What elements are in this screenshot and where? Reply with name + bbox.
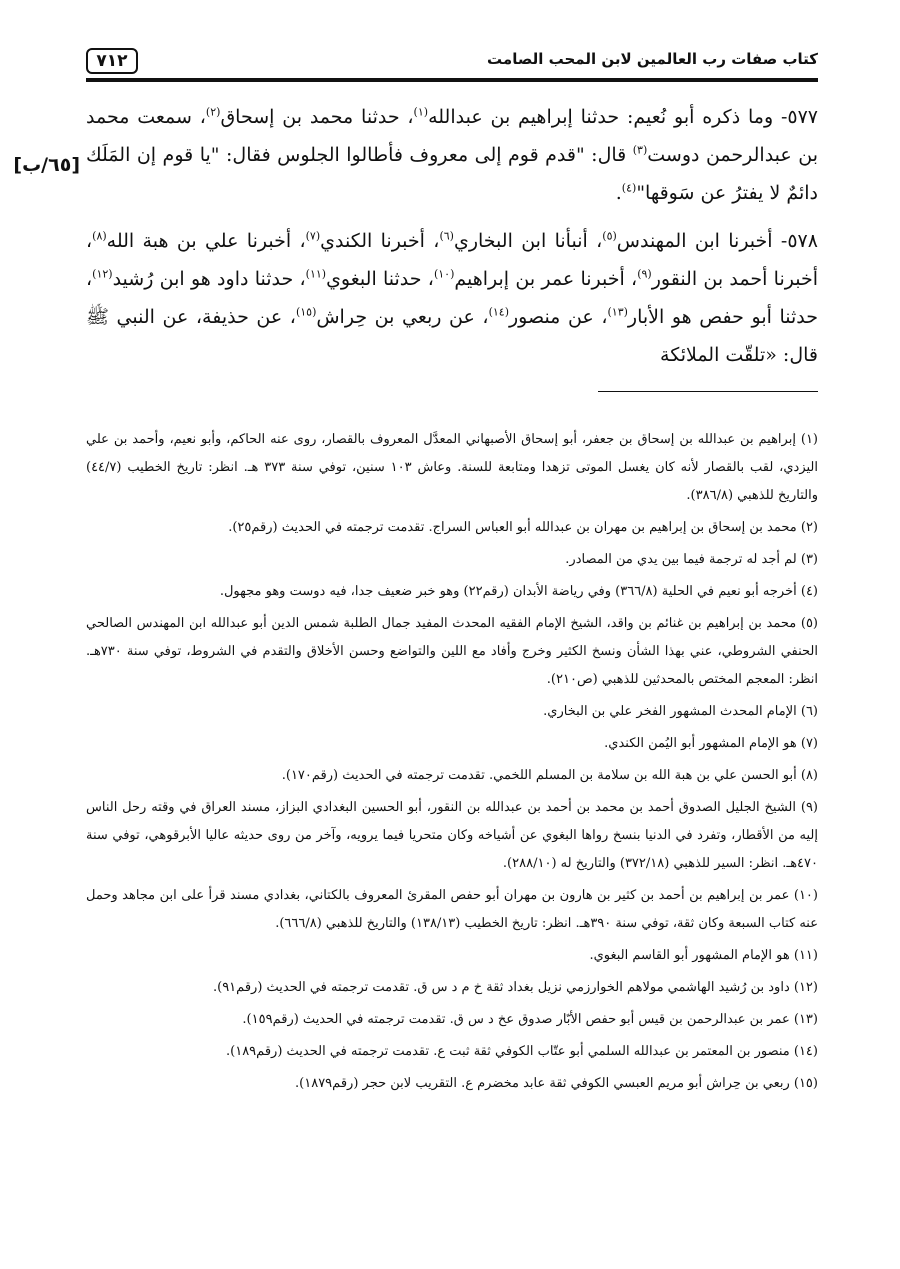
text-run: ، حدثنا أبو حفص هو الأبار	[86, 268, 819, 328]
text-run: ٥٧٧- وما ذكره أبو نُعيم: حدثنا إبراهيم بن عبدالله	[428, 106, 818, 128]
text-run: ، أخبرنا عمر بن إبراهيم	[454, 268, 638, 290]
footnote-ref: (٩)	[637, 267, 652, 281]
footnote-6: (٦) الإمام المحدث المشهور الفخر علي بن البخاري.	[543, 704, 818, 719]
text-run: ، أنبأنا ابن البخاري	[453, 230, 603, 252]
footnote-ref: (٦)	[439, 229, 454, 243]
text-run: .	[615, 182, 622, 204]
footnote-ref: (٧)	[305, 229, 321, 243]
footnote-ref: (١٣)	[607, 305, 628, 319]
footnote-11: (١١) هو الإمام المشهور أبو القاسم البغوي.	[589, 948, 818, 963]
footnote-13: (١٣) عمر بن عبدالرحمن بن قيس أبو حفص الأبّار صدوق عخ د س ق. تقدمت ترجمته في الحديث (رقم١٥٩).	[242, 1012, 818, 1027]
footnotes	[86, 426, 818, 1102]
book-title: كتاب صفات رب العالمين لابن المحب الصامت	[487, 50, 818, 68]
footnote-4: (٤) أخرجه أبو نعيم في الحلية (٣٦٦/٨) وفي رياضة الأبدان (رقم٢٢) وهو خبر ضعيف جدا، فيه دوست وهو مجهول.	[219, 584, 818, 599]
footnote-ref: (٣)	[632, 143, 648, 157]
text-run: ، عن حذيفة، عن النبي ﷺ قال: «تلقّت الملائكة	[86, 306, 818, 366]
footnote-ref: (١)	[413, 105, 429, 119]
page-number: ٧١٢	[86, 48, 138, 74]
text-run: ، أخبرنا أحمد بن النقور	[86, 230, 818, 290]
hadith-577	[86, 98, 818, 212]
folio-marker: [٦٥/ب]	[13, 154, 80, 176]
footnote-2: (٢) محمد بن إسحاق بن إبراهيم بن مهران بن عبدالله أبو العباس السراج. تقدمت ترجمته في الحديث (رقم٢٥).	[228, 520, 818, 535]
text-run: ، حدثنا محمد بن إسحاق	[220, 106, 414, 128]
footnote-9: (٩) الشيخ الجليل الصدوق أحمد بن محمد بن أحمد بن عبدالله بن النقور، أبو الحسين البغدادي البزاز، مسند العراق في وقته رحل الناس إليه من الأقطار، وتفرد في الدنيا بنسخ رواها البغوي عن أشياخه وكان متحريا فيما يرويه، وآخر من روى حديثه عاليا الأبرقوهي، توفي سنة ٤٧٠هـ. انظر: السير للذهبي (٣٧٢/١٨) والتاريخ له (٢٨٨/١٠).	[86, 800, 818, 871]
text-run: ، حدثنا البغوي	[326, 268, 434, 290]
footnote-ref: (٢)	[205, 105, 221, 119]
footnote-ref: (٨)	[92, 229, 107, 243]
main-text	[86, 98, 818, 374]
footnote-separator	[598, 391, 818, 392]
footnote-ref: (١١)	[305, 267, 327, 281]
footnote-1: (١) إبراهيم بن عبدالله بن إسحاق بن جعفر، أبو إسحاق الأصبهاني المعدَّل المعروف بالقصار، روى عنه الحاكم، وأبو نعيم، وأحمد بن علي اليزدي، لقب بالقصار لأنه كان يغسل الموتى تزهدا ومتابعة للسنة. وعاش ١٠٣ سنين، توفي سنة ٣٧٣ هـ. انظر: تاريخ الخطيب (٤٤/٧) والتاريخ للذهبي (٣٨٦/٨).	[86, 432, 818, 503]
text-run: ، عن ربعي بن حِراش	[316, 306, 489, 328]
footnote-ref: (١٢)	[92, 267, 113, 281]
footnote-14: (١٤) منصور بن المعتمر بن عبدالله السلمي أبو عتّاب الكوفي ثقة ثبت ع. تقدمت ترجمته في الحديث (رقم١٨٩).	[226, 1044, 818, 1059]
footnote-15: (١٥) ربعي بن حِراش أبو مريم العبسي الكوفي ثقة عابد مخضرم ع. التقريب لابن حجر (رقم١٨٧٩).	[295, 1076, 818, 1091]
text-run: ، عن منصور	[508, 306, 608, 328]
footnote-10: (١٠) عمر بن إبراهيم بن أحمد بن كثير بن هارون بن مهران أبو حفص المقرئ المعروف بالكتاني، بغدادي مسند قرأ على ابن مجاهد وحمل عنه كتاب السبعة وكان ثقة، توفي سنة ٣٩٠هـ. انظر: تاريخ الخطيب (١٣٨/١٣) والتاريخ للذهبي (٦٦٦/٨).	[86, 888, 818, 931]
text-run: ٥٧٨- أخبرنا ابن المهندس	[616, 230, 818, 252]
footnote-ref: (٤)	[621, 181, 637, 195]
footnote-5: (٥) محمد بن إبراهيم بن غنائم بن واقد، الشيخ الإمام الفقيه المحدث المفيد جمال الطلبة شمس الدين أبو عبدالله ابن المهندس الصالحي الحنفي الشروطي، عني بهذا الشأن ونسخ الكثير وخرج وأفاد مع اللين والتواضع وحسن الأخلاق والتقدم في الشروط، توفي سنة ٧٣٠هـ. انظر: المعجم المختص بالمحدثين للذهبي (ص٢١٠).	[86, 616, 818, 687]
footnote-7: (٧) هو الإمام المشهور أبو اليُمن الكندي.	[604, 736, 818, 751]
header-rule	[86, 78, 818, 82]
footnote-8: (٨) أبو الحسن علي بن هبة الله بن سلامة بن المسلم اللخمي. تقدمت ترجمته في الحديث (رقم١٧٠).	[281, 768, 818, 783]
page-header	[86, 48, 818, 78]
footnote-3: (٣) لم أجد له ترجمة فيما بين يدي من المصادر.	[565, 552, 818, 567]
text-run: ، أخبرنا علي بن هبة الله	[106, 230, 306, 252]
text-run: قال: "قدم قوم إلى معروف فأطالوا الجلوس فقال: "يا قوم إن المَلَك دائمٌ لا يفترُ عن سَوقها"	[86, 144, 818, 204]
hadith-578	[86, 222, 818, 374]
text-run: ، حدثنا داود هو ابن رُشيد	[112, 268, 306, 290]
text-run: ، سمعت محمد بن عبدالرحمن دوست	[86, 106, 818, 166]
footnote-ref: (١٠)	[433, 267, 455, 281]
text-run: ، أخبرنا الكندي	[320, 230, 440, 252]
footnote-ref: (١٤)	[488, 305, 509, 319]
footnote-12: (١٢) داود بن رُشيد الهاشمي مولاهم الخوارزمي نزيل بغداد ثقة خ م د س ق. تقدمت ترجمته في الحديث (رقم٩١).	[212, 980, 818, 995]
footnote-ref: (١٥)	[295, 305, 317, 319]
footnote-ref: (٥)	[602, 229, 617, 243]
